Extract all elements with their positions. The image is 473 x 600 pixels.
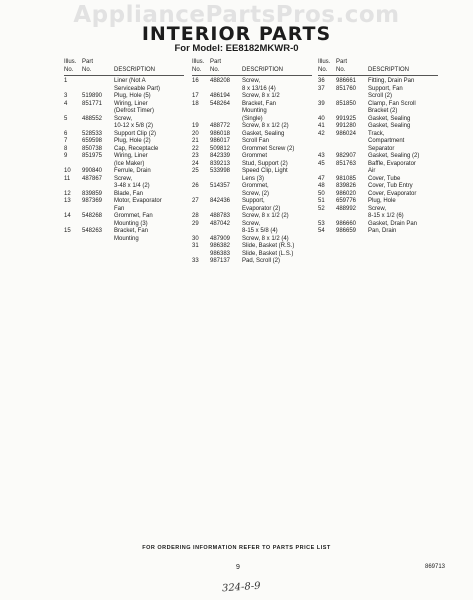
header-rule <box>64 75 184 76</box>
part-row <box>64 146 204 154</box>
part-number: 986383 <box>210 250 231 257</box>
part-row <box>192 258 332 266</box>
item-number: 15 <box>64 228 71 234</box>
part-number: 842339 <box>210 153 231 159</box>
part-number: 548268 <box>82 213 103 219</box>
item-number: 51 <box>318 198 325 204</box>
part-description: Liner (Not A Serviceable Part) <box>114 78 161 92</box>
item-number: 28 <box>192 213 199 219</box>
item-number: 19 <box>192 123 199 129</box>
part-description: Baffle, Evaporator Air <box>368 160 416 174</box>
item-number: 17 <box>192 93 199 99</box>
part-row <box>192 146 332 154</box>
item-number: 21 <box>192 138 199 144</box>
part-number: 488783 <box>210 213 231 219</box>
part-row <box>318 131 458 154</box>
part-row <box>318 198 458 206</box>
header-part: Part <box>336 59 348 65</box>
header-part: Part <box>82 59 94 65</box>
part-row <box>192 221 332 236</box>
part-number: 488552 <box>82 115 103 122</box>
part-row <box>192 138 332 146</box>
part-row <box>318 206 458 221</box>
header-no: No. <box>192 67 202 73</box>
part-number: 488992 <box>336 205 357 212</box>
part-description: Clamp, Fan Scroll Bracket (2) <box>368 100 416 114</box>
part-number: 982907 <box>336 153 357 159</box>
part-number: 839859 <box>82 190 103 197</box>
part-description: Screw, 8 x 1/2 <box>242 93 280 99</box>
part-row <box>192 198 332 213</box>
part-number: 488772 <box>210 123 231 129</box>
part-description: Gasket, Drain Pan <box>368 220 418 227</box>
part-row <box>192 168 332 183</box>
item-number: 42 <box>318 130 325 137</box>
part-number: 839826 <box>336 183 357 189</box>
part-description: Screw, 10-12 x 5/8 (2) <box>114 115 154 129</box>
part-row <box>192 183 332 198</box>
item-number: 1 <box>64 78 68 84</box>
item-number: 45 <box>318 160 325 167</box>
part-number: 991925 <box>336 115 357 122</box>
part-number: 851763 <box>336 160 357 167</box>
item-number: 52 <box>318 205 325 212</box>
part-description: Support, Fan Scroll (2) <box>368 85 403 99</box>
parts-column-1 <box>64 58 204 243</box>
part-row <box>318 221 458 229</box>
part-number: 851975 <box>82 153 103 159</box>
item-number: 3 <box>64 93 68 99</box>
part-row <box>192 243 332 251</box>
part-row <box>318 183 458 191</box>
parts-list <box>318 78 458 236</box>
part-row <box>64 168 204 176</box>
part-description: Gasket, Sealing (2) <box>368 153 420 159</box>
header-part-no: No. <box>336 67 346 73</box>
part-number: 986659 <box>336 228 357 234</box>
part-row <box>318 153 458 161</box>
part-row <box>192 101 332 124</box>
part-description: Plug, Hole (2) <box>114 138 151 144</box>
item-number: 50 <box>318 190 325 197</box>
header-no: No. <box>318 67 328 73</box>
parts-column-2 <box>192 58 332 266</box>
item-number: 13 <box>64 198 71 204</box>
item-number: 4 <box>64 100 68 107</box>
part-number: 991280 <box>336 123 357 129</box>
header-description: DESCRIPTION <box>114 67 156 73</box>
part-description: Gasket, Sealing <box>368 123 411 129</box>
item-number: 6 <box>64 130 68 137</box>
part-description: Plug, Hole <box>368 198 396 204</box>
watermark: AppliancePartsPros.com <box>73 2 400 28</box>
part-description: Grommet, Screw, (2) <box>242 183 270 197</box>
part-description: Grommet, Fan Mounting (3) <box>114 213 153 227</box>
part-row <box>192 213 332 221</box>
part-description: Gasket, Sealing <box>242 130 285 137</box>
part-description: Cover, Evaporator <box>368 190 417 197</box>
column-header <box>318 58 458 78</box>
part-row <box>318 123 458 131</box>
part-description: Bracket, Fan Mounting (Single) <box>242 100 277 122</box>
part-row <box>64 78 204 93</box>
part-row <box>192 93 332 101</box>
item-number: 37 <box>318 85 325 92</box>
item-number: 7 <box>64 138 68 144</box>
item-number: 47 <box>318 175 325 182</box>
part-number: 548264 <box>210 100 231 107</box>
item-number: 30 <box>192 235 199 242</box>
header-description: DESCRIPTION <box>242 67 284 73</box>
document-number: 869713 <box>425 564 446 570</box>
part-number: 851771 <box>82 100 103 107</box>
part-number: 514357 <box>210 183 231 189</box>
parts-column-3 <box>318 58 458 236</box>
part-description: Blade, Fan <box>114 190 144 197</box>
header-illus: Illus. <box>192 59 205 65</box>
header-description: DESCRIPTION <box>368 67 410 73</box>
column-header <box>192 58 332 78</box>
part-row <box>192 153 332 161</box>
item-number: 11 <box>64 175 71 182</box>
part-description: Slide, Basket (R.S.) <box>242 243 295 249</box>
part-number: 528533 <box>82 130 103 137</box>
part-row <box>64 138 204 146</box>
item-number: 48 <box>318 183 325 189</box>
part-description: Wiring, Liner (Ice Maker) <box>114 153 148 167</box>
part-row <box>192 78 332 93</box>
part-description: Screw, 8 x 1/2 (4) <box>242 235 289 242</box>
part-description: Ferrule, Drain <box>114 168 151 174</box>
part-number: 986018 <box>210 130 231 137</box>
part-number: 986382 <box>210 243 231 249</box>
part-description: Support Clip (2) <box>114 130 157 137</box>
part-number: 986024 <box>336 130 357 137</box>
part-row <box>318 161 458 176</box>
part-row <box>192 123 332 131</box>
item-number: 23 <box>192 153 199 159</box>
part-row <box>64 198 204 213</box>
part-row <box>64 153 204 168</box>
item-number: 22 <box>192 145 199 152</box>
part-description: Screw, 8-15 x 5/8 (4) <box>242 220 278 234</box>
part-description: Speed Clip, Light Lens (3) <box>242 168 288 182</box>
parts-list <box>64 78 204 243</box>
item-number: 33 <box>192 258 199 264</box>
part-row <box>318 101 458 116</box>
part-number: 659598 <box>82 138 103 144</box>
part-description: Motor, Evaporator Fan <box>114 198 162 212</box>
part-row <box>64 228 204 243</box>
item-number: 12 <box>64 190 71 197</box>
part-description: Screw, 8 x 13/16 (4) <box>242 78 276 92</box>
item-number: 54 <box>318 228 325 234</box>
part-number: 990840 <box>82 168 103 174</box>
part-row <box>318 78 458 86</box>
part-description: Bracket, Fan Mounting <box>114 228 149 242</box>
part-description: Grommet <box>242 153 268 159</box>
part-description: Gasket, Sealing <box>368 115 411 122</box>
item-number: 31 <box>192 243 199 249</box>
part-number: 488208 <box>210 78 231 84</box>
ordering-note: FOR ORDERING INFORMATION REFER TO PARTS PRICE LIST <box>142 545 331 551</box>
part-description: Support, Evaporator (2) <box>242 198 281 212</box>
part-number: 839213 <box>210 160 231 167</box>
part-number: 487867 <box>82 175 103 182</box>
item-number: 41 <box>318 123 325 129</box>
part-row <box>64 176 204 191</box>
part-description: Fitting, Drain Pan <box>368 78 415 84</box>
part-description: Slide, Basket (L.S.) <box>242 250 294 257</box>
item-number: 24 <box>192 160 199 167</box>
header-rule <box>318 75 438 76</box>
part-row <box>64 116 204 131</box>
part-number: 487909 <box>210 235 231 242</box>
item-number: 29 <box>192 220 199 227</box>
part-description: Pad, Scroll (2) <box>242 258 281 264</box>
part-number: 850738 <box>82 145 103 152</box>
item-number: 27 <box>192 198 199 204</box>
part-description: Screw, 3-48 x 1/4 (2) <box>114 175 150 189</box>
page-title: INTERIOR PARTS <box>141 23 332 45</box>
part-row <box>318 176 458 184</box>
part-row <box>318 191 458 199</box>
part-number: 986660 <box>336 220 357 227</box>
item-number: 40 <box>318 115 325 122</box>
item-number: 20 <box>192 130 199 137</box>
part-row <box>318 86 458 101</box>
part-number: 659776 <box>336 198 357 204</box>
part-row <box>64 213 204 228</box>
header-no: No. <box>64 67 74 73</box>
part-description: Stud, Support (2) <box>242 160 288 167</box>
part-number: 533998 <box>210 168 231 174</box>
part-number: 851760 <box>336 85 357 92</box>
part-number: 987137 <box>210 258 231 264</box>
item-number: 25 <box>192 168 199 174</box>
part-number: 487042 <box>210 220 231 227</box>
header-part: Part <box>210 59 222 65</box>
part-row <box>64 191 204 199</box>
header-rule <box>192 75 312 76</box>
item-number: 14 <box>64 213 71 219</box>
part-description: Screw, 8-15 x 1/2 (6) <box>368 205 404 219</box>
header-part-no: No. <box>210 67 220 73</box>
part-description: Cover, Tub Entry <box>368 183 413 189</box>
part-number: 519890 <box>82 93 103 99</box>
part-description: Screw, 8 x 1/2 (2) <box>242 123 289 129</box>
part-description: Cap, Receptacle <box>114 145 159 152</box>
part-row <box>64 93 204 101</box>
part-number: 981085 <box>336 175 357 182</box>
part-description: Track, Compartment Separator <box>368 130 405 152</box>
item-number: 10 <box>64 168 71 174</box>
column-header <box>64 58 204 78</box>
handwritten-note: 324-8-9 <box>221 580 261 595</box>
page-number: 9 <box>236 564 240 571</box>
part-description: Pan, Drain <box>368 228 397 234</box>
parts-list <box>192 78 332 266</box>
part-number: 986017 <box>210 138 231 144</box>
header-part-no: No. <box>82 67 92 73</box>
item-number: 5 <box>64 115 68 122</box>
part-row <box>64 131 204 139</box>
part-description: Screw, 8 x 1/2 (2) <box>242 213 289 219</box>
part-number: 486194 <box>210 93 231 99</box>
part-number: 509812 <box>210 145 231 152</box>
part-description: Cover, Tube <box>368 175 401 182</box>
header-illus: Illus. <box>318 59 331 65</box>
header-illus: Illus. <box>64 59 77 65</box>
model-label: For Model: EE8182MKWR-0 <box>174 43 299 54</box>
part-description: Grommet Screw (2) <box>242 145 295 152</box>
part-number: 987369 <box>82 198 103 204</box>
part-row <box>318 228 458 236</box>
part-number: 548263 <box>82 228 103 234</box>
part-row <box>192 131 332 139</box>
part-number: 986020 <box>336 190 357 197</box>
part-row <box>192 161 332 169</box>
item-number: 9 <box>64 153 68 159</box>
part-row <box>192 251 332 259</box>
item-number: 8 <box>64 145 68 152</box>
item-number: 26 <box>192 183 199 189</box>
item-number: 53 <box>318 220 325 227</box>
part-number: 842436 <box>210 198 231 204</box>
part-description: Scroll Fan <box>242 138 270 144</box>
part-number: 986661 <box>336 78 357 84</box>
item-number: 36 <box>318 78 325 84</box>
part-row <box>192 236 332 244</box>
item-number: 16 <box>192 78 199 84</box>
item-number: 43 <box>318 153 325 159</box>
part-number: 851850 <box>336 100 357 107</box>
part-description: Wiring, Liner (Defrost Timer) <box>114 100 155 114</box>
part-row <box>64 101 204 116</box>
item-number: 18 <box>192 100 199 107</box>
item-number: 39 <box>318 100 325 107</box>
part-row <box>318 116 458 124</box>
part-description: Plug, Hole (5) <box>114 93 151 99</box>
